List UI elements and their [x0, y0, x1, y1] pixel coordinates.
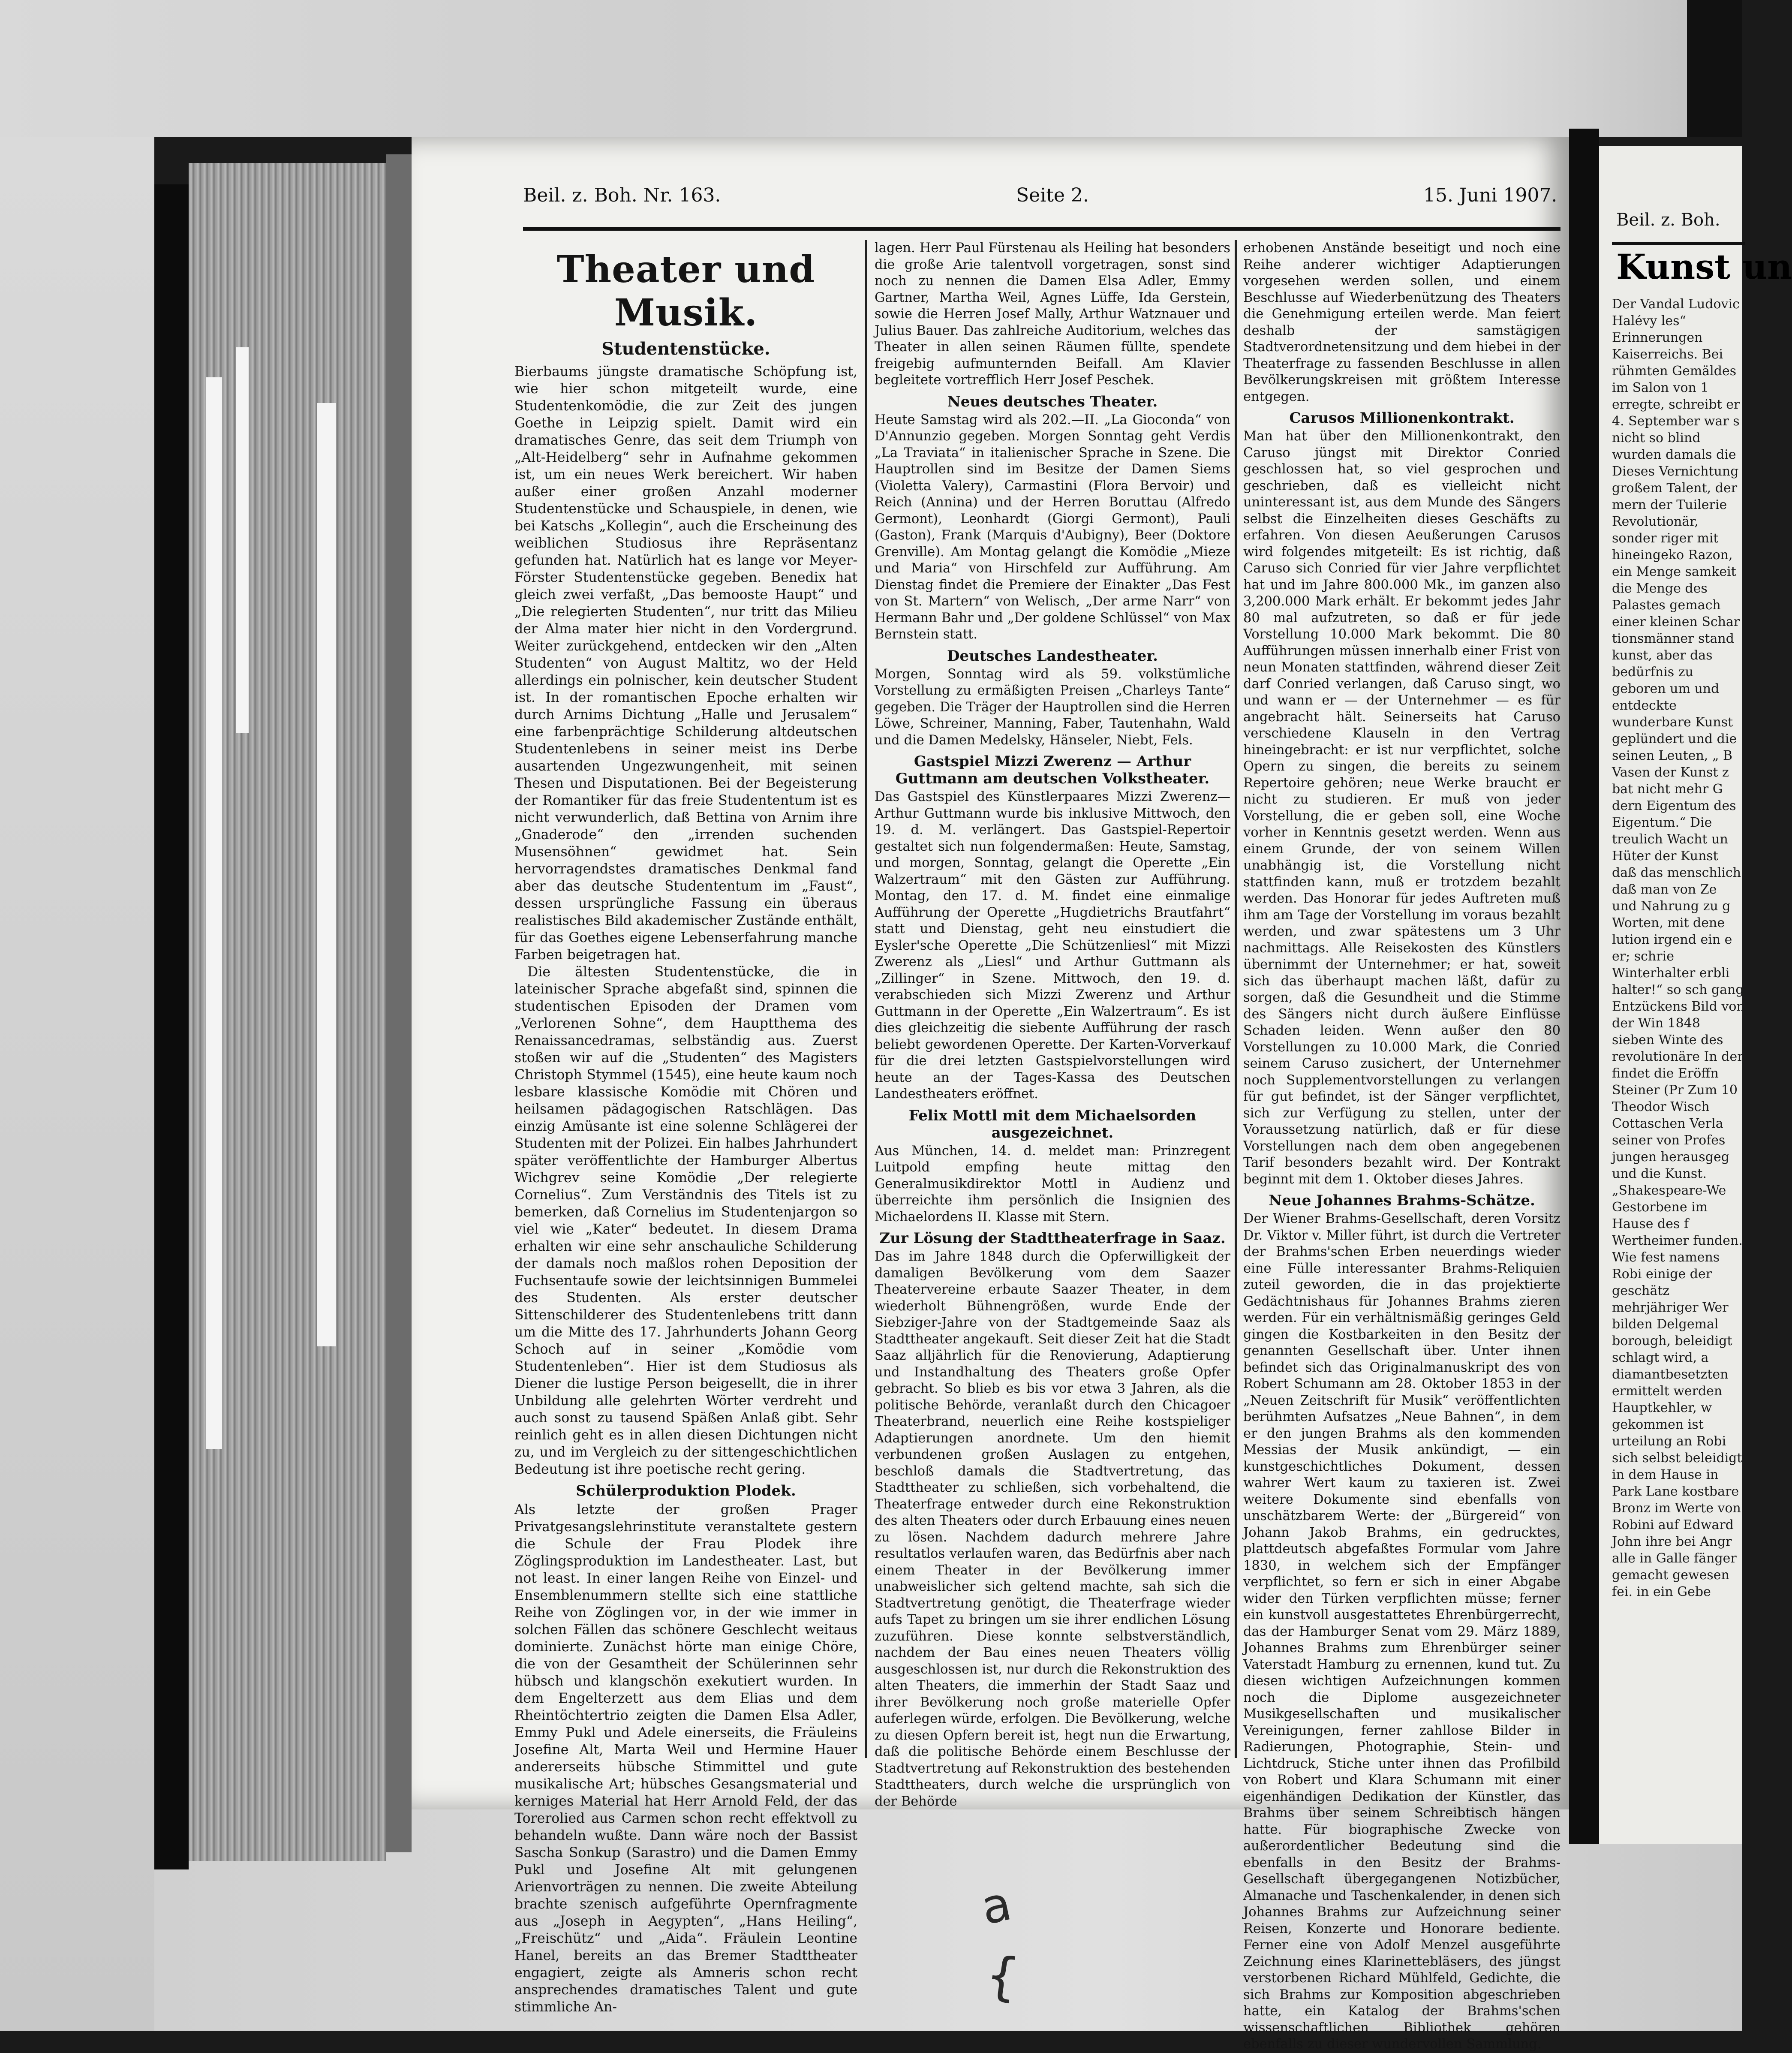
article-paragraph: Bierbaums jüngste dramatische Schöpfung ist, wie hier schon mitgeteilt wurde, eine Studentenkomödie, die zur Zeit des jungen Goethe in Leipzig spielt. Damit wird ein dramatisches Genre, das seit dem Triumph von „Alt-Heidelberg“ sehr in Aufnahme gekommen ist, um ein neues Werk bereichert. Wir haben außer einer großen Anzahl moderner Studentenstücke und Schauspiele, in denen, wie bei Katschs „Kollegin“, auch die Erscheinung des weiblichen Studiosus ihre Repräsentanz gefunden hat. Natürlich hat es lange vor Meyer-Förster Studentenstücke gegeben. Benedix hat gleich zwei verfaßt, „Das bemooste Haupt“ und „Die relegierten Studenten“, nur tritt das Milieu der Alma mater hier nicht in den Vordergrund. Weiter zurückgehend, entdecken wir den „Alten Studenten“ von August Maltitz, wo der Held allerdings ein polnischer, kein deutscher Student ist. In der romantischen Epoche erhalten wir durch Arnims Dichtung „Halle und Jerusalem“ eine farbenprächtige Schilderung altdeutschen Studentenlebens in seiner meist ins Derbe ausartenden Ungezwungenheit, mit seinen Thesen und Disputationen. Bei der Begeisterung der Romantiker für das freie Studententum ist es nicht verwunderlich, daß Bettina von Arnim ihre „Gnaderode“ den „irrenden suchenden Musensöhnen“ gewidmet hat. Sein hervorragendstes dramatisches Denkmal fand aber das deutsche Studententum im „Faust“, dessen ursprüngliche Fassung ein überaus realistisches Bild akademischer Zustände enthält, für das Goethes eigene Lebenserfahrung manche Farben beigetragen hat.: [514, 364, 857, 963]
pencil-annotation: {: [982, 1945, 1023, 2008]
paper-slip: [206, 377, 222, 1449]
column-rule: [1235, 240, 1237, 1758]
book-gutter: [1569, 129, 1599, 1844]
next-page-partial: [1599, 146, 1792, 1844]
article-paragraph: Heute Samstag wird als 202.—II. „La Gioconda“ von D'Annunzio gegeben. Morgen Sonntag geht Verdis „La Traviata“ in italienischer Sprache in Szene. Die Hauptrollen sind im Besitze der Damen Siems (Violetta Valery), Carmastini (Flora Bervoir) und Reich (Annina) und der Herren Boruttau (Alfredo Germont), Leonhardt (Giorgi Germont), Pauli (Gaston), Frank (Marquis d'Aubigny), Beer (Doktore Grenville). Am Montag gelangt die Komödie „Miezе und Maria“ von Hirschfeld zur Aufführung. Am Dienstag findet die Premiere der Einakter „Das Fest von St. Martern“ von Welisch, „Der arme Narr“ von Hermann Bahr und „Der goldene Schlüssel“ von Max Bernstein statt.: [875, 412, 1230, 642]
book-page-edge: [386, 154, 412, 1852]
next-page-title: Kunst un: [1616, 247, 1792, 287]
article-heading: Carusos Millionenkontrakt.: [1289, 409, 1515, 427]
paper-slip: [317, 403, 336, 1346]
article-paragraph: Man hat über den Millionenkontrakt, den Caruso jüngst mit Direktor Conried geschlossen hat, so viel gesprochen und geschrieben, daß es vielleicht nicht uninteressant ist, aus dem Munde des Sängers selbst die Einzelheiten dieses Geschäfts zu erfahren. Von diesen Aeußerungen Carusos wird folgendes mitgeteilt: Es ist richtig, daß Caruso sich Conried für vier Jahre verpflichtet hat und im Jahre 800.000 Mk., im ganzen also 3,200.000 Mark erhält. Er bekommt jedes Jahr 80 mal aufzutreten, so daß er für jede Vorstellung 10.000 Mark bekommt. Die 80 Aufführungen müssen innerhalb einer Frist von neun Monaten stattfinden, während dieser Zeit darf Conried verlangen, daß Caruso singt, wo und wann er — der Unternehmer — es für angebracht hält. Seinerseits hat Caruso verschiedene Klauseln in den Vertrag hineingebracht: er ist nur verpflichtet, solche Opern zu singen, die bereits zu seinem Repertoire gehören; neue Werke braucht er nicht zu studieren. Er muß von jeder Vorstellung, die er geben soll, eine Woche vorher in Kenntnis gesetzt werden. Wenn aus einem Grunde, der von seinem Willen unabhängig ist, die Vorstellung nicht stattfinden kann, muß er trotzdem bezahlt werden. Das Honorar für jedes Auftreten muß ihm am Tage der Vorstellung im voraus bezahlt werden, und zwar spätestens um 3 Uhr nachmittags. Alle Reisekosten des Künstlers übernimmt der Unternehmer; er hat, soweit sich das überhaupt machen läßt, dafür zu sorgen, daß die Gesundheit und die Stimme des Sängers nicht durch äußere Einflüsse Schaden leiden. Wenn außer den 80 Vorstellungen zu 10.000 Mark, die Conried seinem Caruso zusichert, der Unternehmer noch Supplementvorstellungen zu verlangen für gut befindet, ist der Sänger verpflichtet, sich zur Verfügung zu stellen, unter der Voraussetzung natürlich, daß er für diese Vorstellungen nach dem oben angegebenen Tarif besonders bezahlt wird. Der Kontrakt beginnt mit dem 1. Oktober dieses Jahres.: [1243, 429, 1560, 1187]
article-heading: Zur Lösung der Stadttheaterfrage in Saaz.: [879, 1230, 1226, 1247]
article-paragraph: Die ältesten Studentenstücke, die in lateinischer Sprache abgefaßt sind, spinnen die studentischen Episoden der Dramen vom „Verlorenen Sohne“, dem Hauptthema des Renaissancedramas, selbständig aus. Zuerst stoßen wir auf die „Studenten“ des Magisters Christoph Stymmel (1545), eine heute kaum noch lesbare klassische Komödie mit Chören und heilsamen pädagogischen Ratschlägen. Das einzig Amüsante ist eine solenne Schlägerei der Studenten mit der Polizei. Ein halbes Jahrhundert später veröffentlichte der Hamburger Albertus Wichgrev seine Komödie „Der relegierte Cornelius“. Zum Verständnis des Titels ist zu bemerken, daß Cornelius im Studentenjargon so viel wie „Kater“ bedeutet. In diesem Drama erhalten wir eine sehr anschauliche Schilderung der damals noch maßlos rohen Deposition der Fuchsentaufe sowie der leichtsinnigen Bummelei des Studenten. Als erster deutscher Sittenschilderer des Studentenlebens tritt dann um die Mitte des 17. Jahrhunderts Johann Georg Schoch auf in seiner „Komödie vom Studentenleben“. Hier ist dem Studiosus als Diener die lustige Person beigesellt, die in ihrer Unbildung alle gelehrten Wörter verdreht und auch sonst zu tausend Späßen Anlaß gibt. Sehr reinlich geht es in allen diesen Dichtungen nicht zu, und im Vergleich zu der sittengeschichtlichen Bedeutung ist ihre poetische recht gering.: [514, 964, 857, 1477]
article-heading: Deutsches Landestheater.: [947, 647, 1158, 665]
article-heading: Neue Johannes Brahms-Schätze.: [1269, 1192, 1535, 1209]
book-spine: [154, 184, 189, 1869]
scan-backdrop-top: [0, 0, 1742, 137]
scan-backdrop-left: [0, 137, 154, 2031]
article-column-1: [514, 240, 857, 2015]
article-paragraph: lagen. Herr Paul Fürstenau als Heiling hat besonders die große Arie talentvoll vorgetragen, sonst sind noch zu nennen die Damen Elsa Adler, Emmy Gartner, Martha Weil, Agnes Lüffe, Ida Gerstein, sowie die Herren Josef Mally, Arthur Watznauer und Julius Bauer. Das zahlreiche Auditorium, welches das Theater in allen seinen Räumen füllte, spendete freigebig aufmunternden Beifall. Am Klavier begleitete vortrefflich Herr Josef Peschek.: [875, 241, 1230, 388]
pencil-annotation: a: [976, 1875, 1016, 1936]
next-page-text: Der Vandal Ludovic Halévy les“ Erinnerungen Kaiserreichs. Bei rühmten Gemäldes im Salon von 1 erregte, schreibt er 4. September war s nicht so blind wurden damals die Dieses Vernichtung großem Talent, der mern der Tuilerie Revolutionär, sonder riger mit hineingeko Razon, ein Menge samkeit die Menge des Palastes gemach einer kleinen Schar tionsmänner stand kunst, aber das bedürfnis zu geboren um und entdeckte wunderbare Kunst geplündert und die seinen Leuten, „ B Vasen der Kunst z bat nicht mehr G dern Eigentum des Eigentum.“ Die treulich Wacht un Hüter der Kunst daß das menschlich daß man von Ze und Nahrung zu g Worten, mit dene lution irgend ein e er; schrie Winterhalter erbli halter!“ so sch gang Entzückens Bild von der Win 1848 sieben Winte des revolutionäre In der findet die Eröffn Steiner (Pr Zum 10 Theodor Wisch Cottaschen Verla seiner von Profes jungen herausgeg und die Kunst. „Shakespeare-We Gestorbene im Hause des f Wertheimer funden. Wie fest namens Robi einige der geschätz mehrjähriger Wer bilden Delgemal borough, beleidigt schlagt wird, a diamantbesetzten ermittelt werden Hauptkehler, w gekommen ist urteilung an Robi sich selbst beleidigt in dem Hause in Park Lane kostbare Bronz im Werte von Robini auf Edward John ihre bei Angr alle in Galle fänger gemacht gewesen fei. in ein Gebe: [1612, 297, 1745, 1599]
next-page-header: Beil. z. Boh.: [1616, 210, 1720, 230]
article-paragraph: erhobenen Anstände beseitigt und noch eine Reihe anderer wichtiger Adaptierungen vorgesehen werden sollen, und einem Beschlusse auf Wiederbenützung des Theaters die Genehmigung erteilen werde. Man feiert deshalb der samstägigen Stadtverordnetensitzung und dem hiebei in der Theaterfrage zu fassenden Beschlusse in allen Bevölkerungskreisen mit größtem Interesse entgegen.: [1243, 241, 1560, 404]
article-title: Studentenstücke.: [601, 339, 770, 359]
article-column-2: [875, 240, 1230, 1809]
page-number: Seite 2.: [1016, 184, 1089, 206]
scan-backdrop-corner: [1687, 0, 1742, 137]
article-paragraph: Der Wiener Brahms-Gesellschaft, deren Vorsitz Dr. Viktor v. Miller führt, ist durch die Vertreter der Brahms'schen Erben neuerdings wieder eine Fülle interessanter Brahms-Reliquien zuteil geworden, die in das projektierte Gedächtnishaus für Johannes Brahms zieren werden. Für ein verhältnismäßig geringes Geld gingen die Kostbarkeiten in den Besitz der genannten Gesellschaft über. Unter ihnen befindet sich das Originalmanuskript des von Robert Schumann am 28. Oktober 1853 in der „Neuen Zeitschrift für Musik“ veröffentlichten berühmten Aufsatzes „Neue Bahnen“, in dem er den jungen Brahms als den kommenden Messias der Musik ankündigt, — ein kunstgeschichtliches Dokument, dessen wahrer Wert kaum zu taxieren ist. Zwei weitere Dokumente sind ebenfalls von unschätzbarem Werte: der „Bürgereid“ von Johann Jakob Brahms, ein gedrucktes, plattdeutsch abgefaßtes Formular vom Jahre 1830, in welchem sich der Empfänger verpflichtet, so fern er sich in einer Abgabe wider den Türken verpflichten müsse; ferner ein kunstvoll ausgestattetes Ehrenbürgerrecht, das der Hamburger Senat vom 29. März 1889, Johannes Brahms zum Ehrenbürger seiner Vaterstadt Hamburg zu ernennen, kund tut. Zu diesen wichtigen Aufzeichnungen kommen noch die Diplome ausgezeichneter Musikgesellschaften und musikalischer Vereinigungen, ferner zahllose Bilder in Radierungen, Photographie, Stein- und Lichtdruck, Stiche unter ihnen das Profilbild von Robert und Klara Schumann mit einer eigenhändigen Dedikation der Künstler, das Brahms über seinem Schreibtisch hängen hatte. Für biographische Zwecke von außerordentlicher Bedeutung sind die ebenfalls in den Besitz der Brahms-Gesellschaft übergegangenen Notizbücher, Almanache und Taschenkalender, in denen sich Johannes Brahms zur Aufzeichnung seiner Reisen, Konzerte und Honorare bediente. Ferner eine von Adolf Menzel ausgeführte Zeichnung eines Klarinettebläsers, des jüngst verstorbenen Richard Mühlfeld, Gedichte, die sich Brahms zur Komposition abgeschrieben hatte, ein Katalog der Brahms'schen wissenschaftlichen Bibliothek gehören ebenfalls zu dieser wundervollen Sammlung.: [1243, 1211, 1560, 2052]
article-paragraph: Als letzte der großen Prager Privatgesangslehrinstitute veranstaltete gestern die Schule der Frau Plodek ihre Zöglingsproduktion im Landestheater. Last, but not least. In einer langen Reihe von Einzel- und Ensemblenummern stellte sich eine stattliche Reihe von Zöglingen vor, in der wie immer in solchen Fällen das schönere Geschlecht weitaus dominierte. Zunächst hörte man einige Chöre, die von der Gesamtheit der Schülerinnen sehr hübsch und klangschön exekutiert wurden. In dem Engelterzett aus dem Elias und dem Rheintöchtertrio zeigten die Damen Elsa Adler, Emmy Pukl und Adele einerseits, die Fräuleins Josefine Alt, Marta Weil und Hermine Hauer andererseits hübsche Stimmittel und gute musikalische Art; hübsches Gesangsmaterial und kerniges Material hat Herr Arnold Feld, der das Torerolied aus Carmen schon recht effektvoll zu behandeln wußte. Dann wäre noch der Bassist Sascha Sonkup (Sarastro) und die Damen Emmy Pukl und Josefine Alt mit gelungenen Arienvorträgen zu nennen. Die zweite Abteilung brachte szenisch aufgeführte Opernfragmente aus „Joseph in Aegypten“, „Hans Heiling“, „Freischütz“ und „Aida“. Fräulein Leontine Hanel, bereits an das Bremer Stadttheater engagiert, zeigte als Amneris schon recht ansprechendes dramatisches Talent und gute stimmliche An-: [514, 1502, 857, 2015]
paper-slip: [236, 347, 249, 733]
column-rule: [865, 240, 867, 1758]
article-heading: Neues deutsches Theater.: [947, 393, 1158, 410]
article-heading: Gastspiel Mizzi Zwerenz — Arthur Guttmann am deutschen Volkstheater.: [895, 753, 1210, 787]
issue-date: 15. Juni 1907.: [1423, 184, 1557, 206]
article-column-3: [1243, 240, 1560, 2052]
article-heading: Felix Mottl mit dem Michaelsorden ausgezeichnet.: [908, 1107, 1197, 1141]
section-title: Theater und Musik.: [556, 248, 815, 334]
article-heading: Schülerproduktion Plodek.: [576, 1482, 796, 1499]
article-paragraph: Das im Jahre 1848 durch die Opferwilligkeit der damaligen Bevölkerung vom dem Saazer Theatervereine erbaute Saazer Theater, in dem wiederholt Bühnengrößen, wurde Ende der Siebziger-Jahre von der Stadtgemeinde Saaz als Stadttheater angekauft. Seit dieser Zeit hat die Stadt Saaz alljährlich für die Renovierung, Adaptierung und Instandhaltung des Theaters große Opfer gebracht. So blieb es bis vor etwa 3 Jahren, als die politische Behörde, veranlaßt durch den Chicagoer Theaterbrand, neuerlich eine Reihe kostspieliger Adaptierungen anordnete. Um den hiemit verbundenen großen Auslagen zu entgehen, beschloß damals die Stadtvertretung, das Stadttheater zu schließen, sich vorbehaltend, die Theaterfrage entweder durch eine Rekonstruktion des alten Theaters oder durch Erbauung eines neuen zu lösen. Nachdem dadurch mehrere Jahre resultatlos verlaufen waren, das Bedürfnis aber nach einem Theater in der Bevölkerung immer unabweislicher sich geltend machte, sah sich die Stadtvertretung genötigt, die Theaterfrage wieder aufs Tapet zu bringen um sie ihrer endlichen Lösung zuzuführen. Diese konnte selbstverständlich, nachdem der Bau eines neuen Theaters völlig ausgeschlossen ist, nur durch die Rekonstruktion des alten Theaters, die immerhin der Stadt Saaz und ihrer Bevölkerung noch große materielle Opfer auferlegen würde, erfolgen. Die Bevölkerung, welche zu diesen Opfern bereit ist, hegt nun die Erwartung, daß die politische Behörde einem Beschlusse der Stadtvertretung auf Rekonstruktion des bestehenden Stadttheaters, durch welche die ursprünglich von der Behörde: [875, 1249, 1230, 1809]
issue-label: Beil. z. Boh. Nr. 163.: [523, 184, 721, 206]
book-page-block: [189, 163, 386, 1861]
header-rule: [523, 227, 1560, 231]
next-page-header-rule: [1612, 242, 1745, 245]
article-paragraph: Morgen, Sonntag wird als 59. volkstümliche Vorstellung zu ermäßigten Preisen „Charleys Tante“ gegeben. Die Träger der Hauptrollen sind die Herren Löwe, Schreiner, Manning, Faber, Tautenhahn, Wald und die Damen Medelsky, Hänseler, Niebt, Fels.: [875, 666, 1230, 748]
article-paragraph: Das Gastspiel des Künstlerpaares Mizzi Zwerenz—Arthur Guttmann wurde bis inklusive Mittwoch, den 19. d. M. verlängert. Das Gastspiel-Repertoir gestaltet sich nun folgendermaßen: Heute, Samstag, und morgen, Sonntag, gelangt die Operette „Ein Walzertraum“ mit den Gästen zur Aufführung. Montag, den 17. d. M. findet eine einmalige Aufführung der Operette „Hugdietrichs Brautfahrt“ statt und Dienstag, geht neu einstudiert die Eysler'sche Operette „Die Schützenliesl“ mit Mizzi Zwerenz als „Liesl“ und Arthur Guttmann als „Zillinger“ in Szene. Mittwoch, den 19. d. verabschieden sich Mizzi Zwerenz und Arthur Guttmann in der Operette „Ein Walzertraum“. Es ist dies gleichzeitig die siebente Aufführung der rasch beliebt gewordenen Operette. Der Karten-Vorverkauf für die drei letzten Gastspielvorstellungen wird heute an der Tages-Kassa des Deutschen Landestheaters eröffnet.: [875, 789, 1230, 1102]
article-paragraph: Aus München, 14. d. meldet man: Prinzregent Luitpold empfing heute mittag den Generalmusikdirektor Mottl in Audienz und überreichte ihm persönlich die Insignien des Michaelordens II. Klasse mit Stern.: [875, 1143, 1230, 1225]
